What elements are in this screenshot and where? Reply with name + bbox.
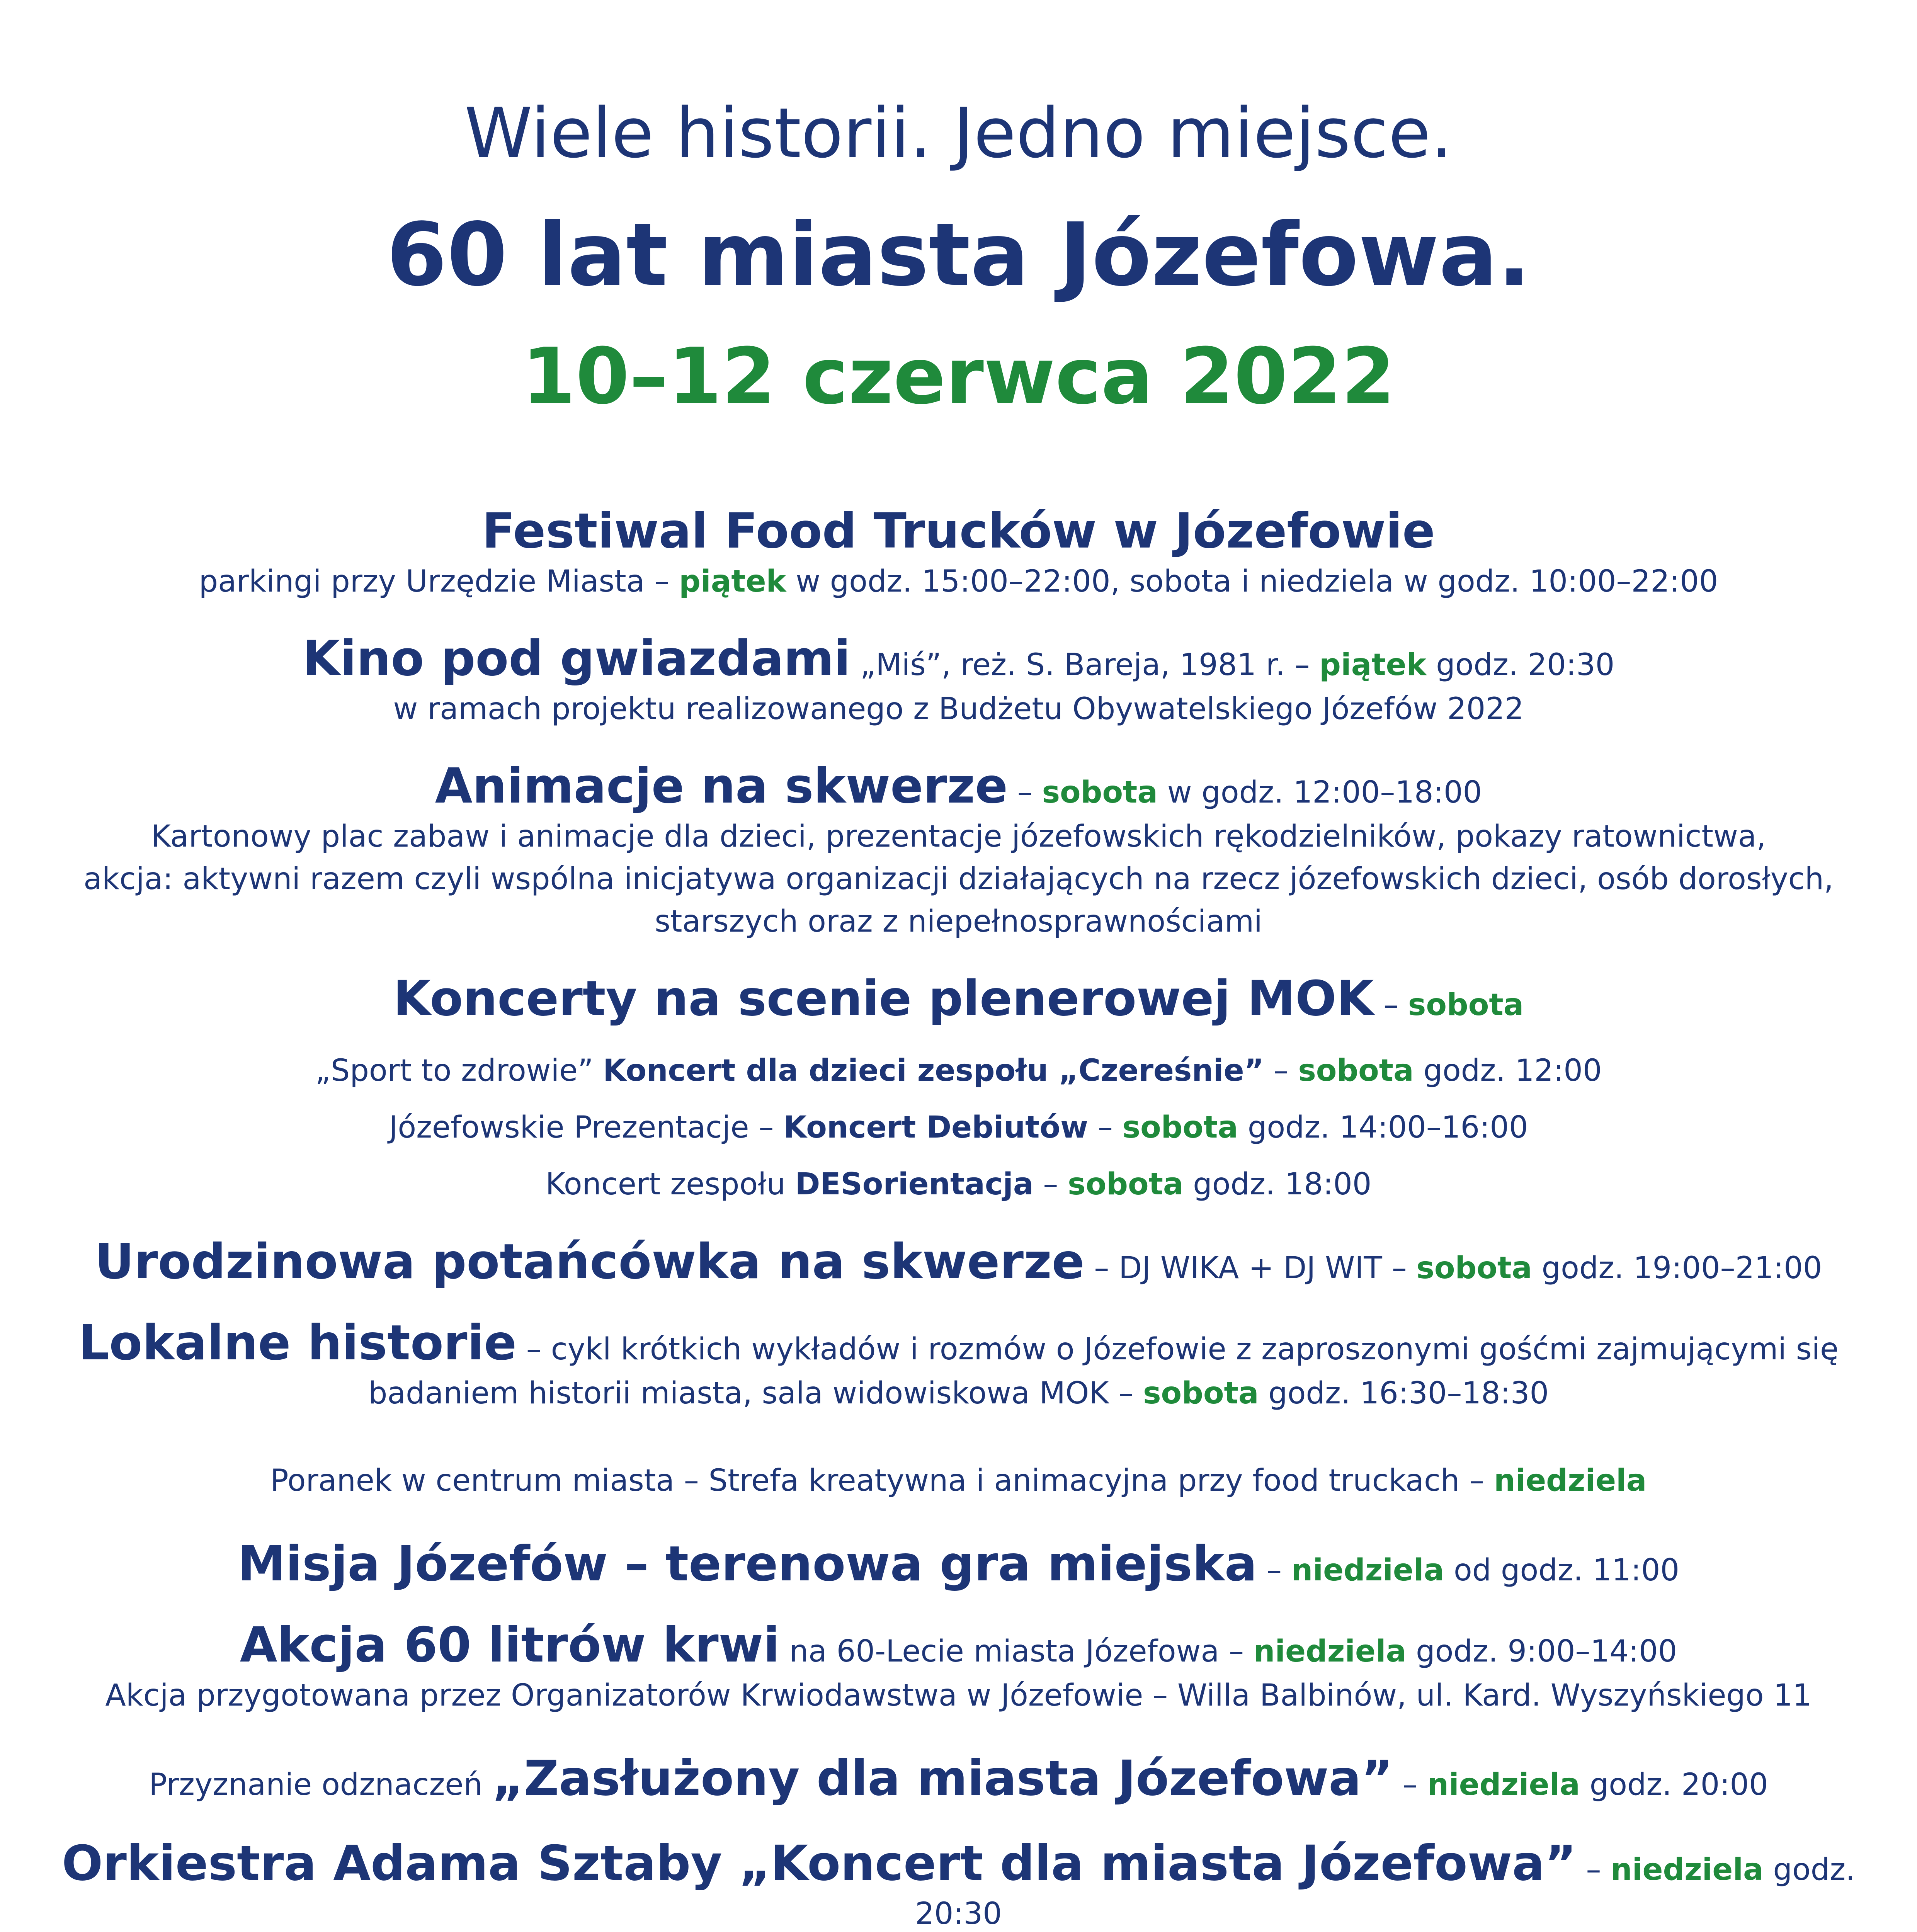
event-details: [58, 560, 1859, 603]
event-dash: –: [1383, 988, 1399, 1022]
event-title: Animacje na skwerze: [435, 758, 1008, 814]
concert-item: [58, 1049, 1859, 1092]
concert-dash: –: [1273, 1053, 1289, 1088]
event-detail: „Miś”, reż. S. Bareja, 1981 r. –: [860, 648, 1310, 682]
event-time: godz. 16:30–18:30: [1268, 1376, 1549, 1411]
concert-day: sobota: [1298, 1053, 1414, 1088]
event-odznaczenia: [58, 1750, 1859, 1808]
event-time: godz. 19:00–21:00: [1541, 1251, 1822, 1286]
event-dash: –: [1017, 775, 1032, 810]
event-head: [58, 1535, 1859, 1593]
event-note: Akcja przygotowana przez Organizatorów Krwiodawstwa w Józefowie – Willa Balbinów, ul. Kard. Wyszyńskiego 11: [105, 1678, 1812, 1713]
event-pre: Przyznanie odznaczeń: [149, 1767, 483, 1802]
concert-time: godz. 14:00–16:00: [1247, 1110, 1528, 1145]
event-text: Poranek w centrum miasta – Strefa kreatywna i animacyjna przy food truckach –: [270, 1463, 1485, 1498]
event-orkiestra: [58, 1835, 1859, 1932]
event-dash: –: [1586, 1852, 1601, 1887]
event-dash: –: [1402, 1767, 1418, 1802]
program: [58, 502, 1859, 1932]
event-detail: na 60-Lecie miasta Józefowa –: [789, 1634, 1244, 1669]
event-day: sobota: [1143, 1376, 1259, 1411]
event-poranek: [58, 1459, 1859, 1502]
concert-pre: Koncert zespołu: [545, 1167, 786, 1202]
event-title: Urodzinowa potańcówka na skwerze: [95, 1234, 1085, 1290]
event-head: [58, 970, 1859, 1028]
event-desc-3: starszych oraz z niepełnosprawnościami: [655, 904, 1262, 939]
event-line2: [58, 1372, 1859, 1415]
event-day: niedziela: [1427, 1767, 1580, 1802]
event-time: godz. 20:00: [1589, 1767, 1768, 1802]
event-day: piątek: [1319, 648, 1427, 682]
tagline: Wiele historii. Jedno miejsce.: [464, 93, 1453, 173]
event-misja: [58, 1535, 1859, 1593]
event-day: niedziela: [1611, 1852, 1764, 1887]
event-head: [58, 1314, 1859, 1372]
event-head: [58, 1750, 1859, 1808]
event-time: godz. 20:30: [1436, 648, 1615, 682]
event-title: Akcja 60 litrów krwi: [240, 1617, 780, 1673]
event-day: niedziela: [1291, 1553, 1444, 1588]
event-kino: [58, 630, 1859, 730]
concert-name: Koncert Debiutów: [783, 1110, 1089, 1145]
event-day: piątek: [679, 564, 786, 599]
event-title: Koncerty na scenie plenerowej MOK: [393, 971, 1374, 1027]
concert-day: sobota: [1122, 1110, 1238, 1145]
event-potancowka: [58, 1233, 1859, 1291]
event-title: Lokalne historie: [78, 1315, 517, 1371]
event-place: parkingi przy Urzędzie Miasta –: [199, 564, 670, 599]
event-title: „Zasłużony dla miasta Józefowa”: [492, 1750, 1393, 1806]
event-animacje: [58, 757, 1859, 943]
event-time: w godz. 15:00–22:00, sobota i niedziela w godz. 10:00–22:00: [796, 564, 1718, 599]
event-place: badaniem historii miasta, sala widowiskowa MOK –: [368, 1376, 1134, 1411]
event-time: godz. 20:30: [915, 1852, 1855, 1931]
concert-item: [58, 1163, 1859, 1206]
concert-day: sobota: [1068, 1167, 1184, 1202]
concert-name: DESorientacja: [795, 1167, 1034, 1202]
event-title: Misja Józefów – terenowa gra miejska: [237, 1536, 1257, 1592]
event-date: 10–12 czerwca 2022: [522, 332, 1395, 422]
event-head: [58, 630, 1859, 688]
event-note: w ramach projektu realizowanego z Budżetu Obywatelskiego Józefów 2022: [393, 692, 1524, 726]
event-head: [58, 1616, 1859, 1674]
event-day: sobota: [1416, 1251, 1532, 1286]
concert-pre: Józefowskie Prezentacje –: [389, 1110, 774, 1145]
event-time: od godz. 11:00: [1454, 1553, 1680, 1588]
concert-item: [58, 1106, 1859, 1149]
event-akcja-krwi: [58, 1616, 1859, 1717]
event-historie: [58, 1314, 1859, 1415]
main-title: 60 lat miasta Józefowa.: [386, 204, 1531, 306]
event-detail: – DJ WIKA + DJ WIT –: [1094, 1251, 1407, 1286]
concert-time: godz. 18:00: [1193, 1167, 1372, 1202]
event-day: niedziela: [1494, 1463, 1647, 1498]
event-time: godz. 9:00–14:00: [1416, 1634, 1677, 1669]
event-desc-2: akcja: aktywni razem czyli wspólna inicjatywa organizacji działających na rzecz józefowskich dzieci, osób dorosłych,: [83, 862, 1834, 896]
event-title: Orkiestra Adama Sztaby „Koncert dla miasta Józefowa”: [62, 1835, 1577, 1891]
concert-pre: „Sport to zdrowie”: [315, 1053, 594, 1088]
event-food-trucks: [58, 502, 1859, 603]
event-title: Kino pod gwiazdami: [302, 631, 851, 687]
concert-time: godz. 12:00: [1423, 1053, 1602, 1088]
event-desc-1: Kartonowy plac zabaw i animacje dla dzieci, prezentacje józefowskich rękodzielników, pokazy ratownictwa,: [151, 819, 1766, 854]
event-head: [58, 1835, 1859, 1932]
event-title: Festiwal Food Trucków w Józefowie: [482, 503, 1435, 559]
event-head: [58, 757, 1859, 815]
event-day: sobota: [1408, 988, 1524, 1022]
event-dash: –: [1267, 1553, 1282, 1588]
concert-dash: –: [1043, 1167, 1058, 1202]
event-day: niedziela: [1253, 1634, 1407, 1669]
event-day: sobota: [1042, 775, 1158, 810]
concert-name: Koncert dla dzieci zespołu „Czereśnie”: [603, 1053, 1264, 1088]
concert-dash: –: [1097, 1110, 1113, 1145]
event-detail: – cykl krótkich wykładów i rozmów o Józefowie z zaproszonymi gośćmi zajmującymi się: [526, 1332, 1839, 1367]
event-head: [58, 1233, 1859, 1291]
event-koncerty: [58, 970, 1859, 1206]
event-time: w godz. 12:00–18:00: [1167, 775, 1482, 810]
